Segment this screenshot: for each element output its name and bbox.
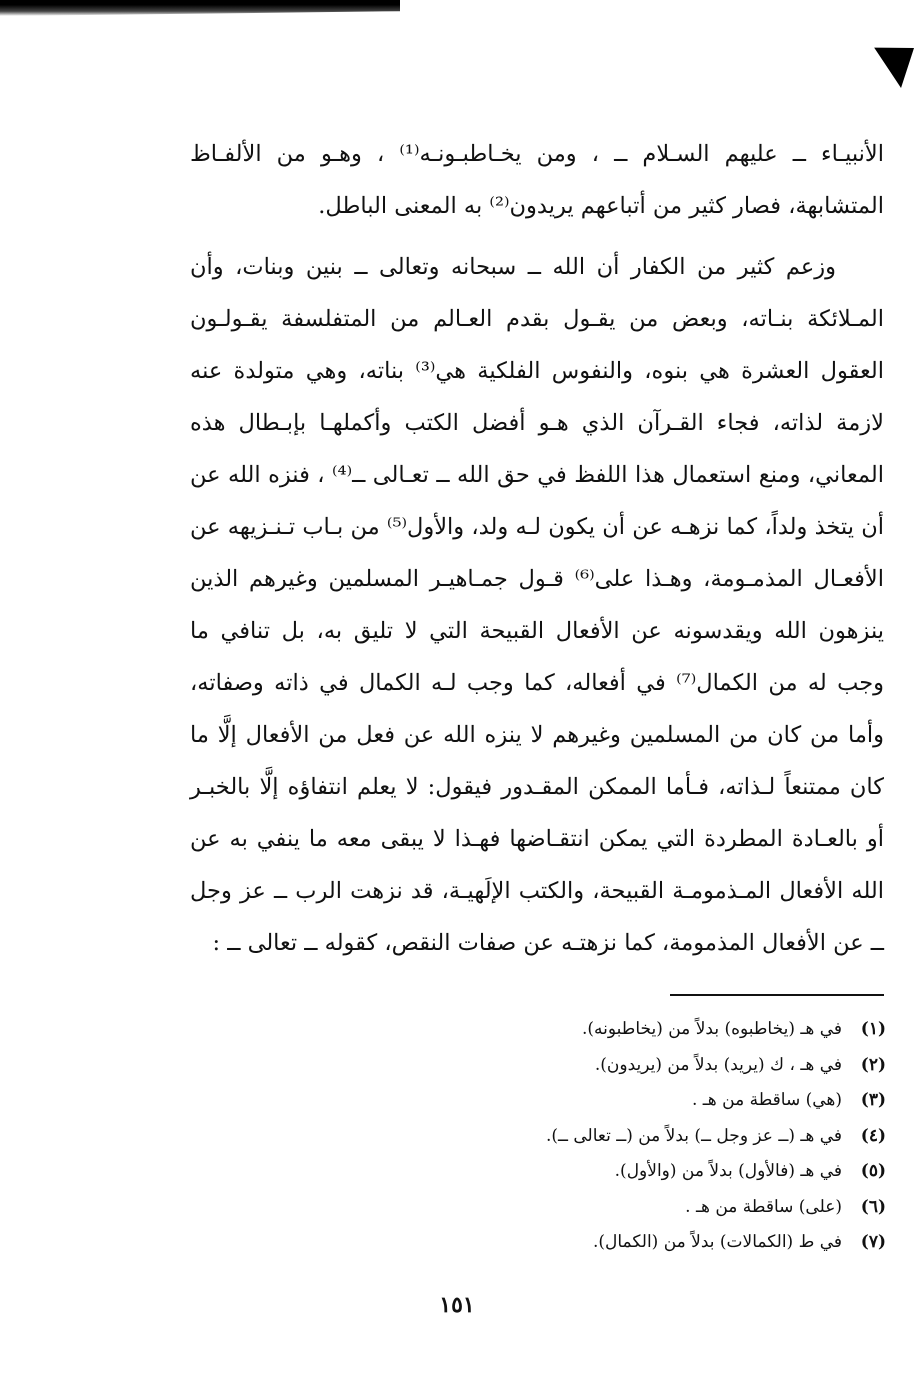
- footnote-number: (٧): [860, 1232, 886, 1252]
- scan-corner-artifact: [865, 36, 914, 88]
- footnote-number: (٦): [860, 1196, 886, 1217]
- footnote-number: (٥): [860, 1161, 886, 1181]
- page-number: ١٥١: [439, 1292, 475, 1318]
- footnote-separator: [670, 994, 884, 996]
- footnote-number: (٤): [860, 1125, 886, 1146]
- footnote-item: [546, 1225, 886, 1261]
- footnote-text: في هـ (يخاطبوه) بدلاً من (يخاطبونه).: [582, 1019, 842, 1039]
- footnote-text: في هـ (فالأول) بدلاً من (والأول).: [614, 1161, 842, 1181]
- footnote-number: (١): [860, 1019, 886, 1039]
- paragraph-2: وزعم كثير من الكفار أن الله ــ سبحانه وتعالى ــ بنين وبنات، وأن المـلائكة بنـاته، وبعض من يقـول بقدم العـالم من المتفلسفة يقـولـون العقول العشرة هي بنوه، والنفوس الفلكية هي⁽³⁾ بناته، وهي متولدة عنه لازمة لذاته، فجاء القـرآن الذي هـو أفضل الكتب وأكملهـا بإبـطال هذه المعاني، ومنع استعمال هذا اللفظ في حق الله ــ تعـالى ــ⁽⁴⁾ ، فنزه الله عن أن يتخذ ولداً، كما نزهـه عن أن يكون لـه ولد، والأول⁽⁵⁾ من بـاب تـنـزيهه عن الأفعـال المذمـومة، وهـذا على⁽⁶⁾ قـول جمـاهيـر المسلمين وغيرهم الذين ينزهون الله ويقدسونه عن الأفعال القبيحة التي لا تليق به، بل تنافي ما وجب له من الكمال⁽⁷⁾ في أفعاله، كما وجب لـه الكمال في ذاته وصفاته، وأما من كان من المسلمين وغيرهم لا ينزه الله عن فعل من الأفعال إلَّا ما كان ممتنعاً لـذاته، فـأما الممكن المقـدور فيقول: لا يعلم انتفاؤه إلَّا بالخبـر أو بالعـادة المطردة التي يمكن انتقـاضها فهـذا لا يبقى معه ما ينفي به عن الله الأفعال المـذمومـة القبيحة، والكتب الإلَهيـة، قد نزهت الرب ــ عز وجل ــ عن الأفعال المذمومة، كما نزهتـه عن صفات النقص، كقوله ــ تعالى ــ :: [190, 254, 884, 956]
- main-text-block: [190, 128, 884, 969]
- footnote-text: (على) ساقطة من هـ .: [685, 1196, 842, 1217]
- footnote-item: [546, 1083, 886, 1119]
- footnote-text: (هي) ساقطة من هـ .: [691, 1090, 842, 1110]
- scan-edge-artifact: [0, 0, 400, 16]
- footnote-item: [546, 1119, 886, 1155]
- footnote-number: (٢): [860, 1054, 886, 1075]
- footnotes-list: [546, 1012, 886, 1261]
- paragraph-1: الأنبيـاء ــ عليهم السـلام ــ ، ومن يخـاطبـونـه⁽¹⁾ ، وهـو من الألفـاظ المتشابهة، فصار كثير من أتباعهم يريدون⁽²⁾ به المعنى الباطل.: [190, 141, 884, 219]
- footnote-item: [546, 1012, 886, 1048]
- footnote-item: [546, 1154, 886, 1190]
- footnote-text: في هـ ، ك (يريد) بدلاً من (يريدون).: [594, 1054, 842, 1075]
- footnote-text: في ط (الكمالات) بدلاً من (الكمال).: [592, 1232, 842, 1252]
- footnote-item: [546, 1048, 886, 1084]
- footnote-item: [546, 1190, 886, 1226]
- footnote-text: في هـ (ــ عز وجل ــ) بدلاً من (ــ تعالى ــ).: [545, 1125, 842, 1146]
- footnote-number: (٣): [860, 1090, 886, 1110]
